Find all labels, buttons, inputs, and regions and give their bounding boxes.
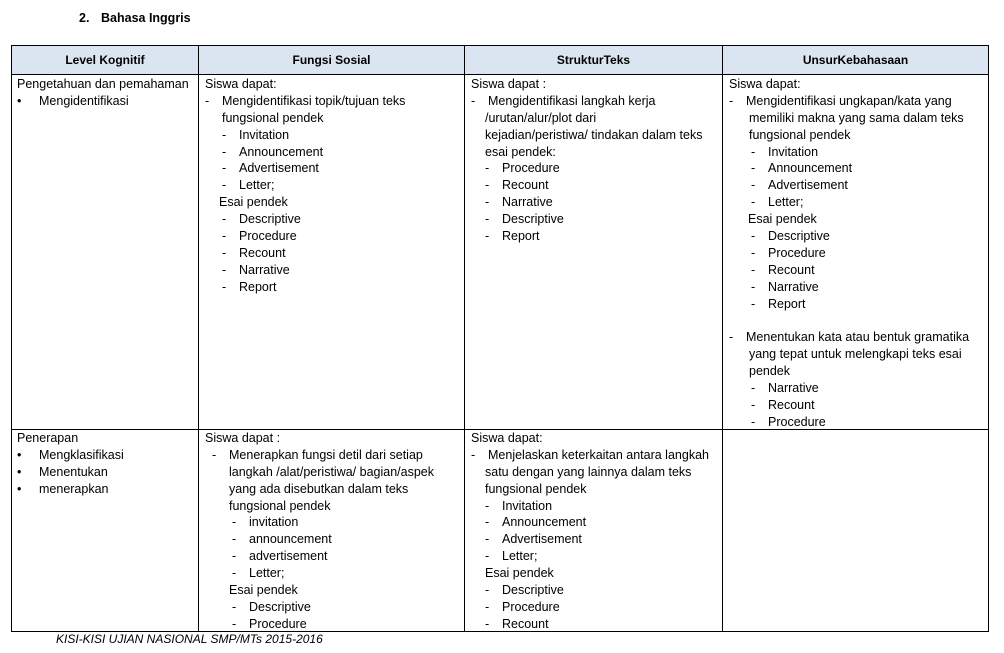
- sub-item: - Advertisement: [751, 178, 848, 193]
- sub-item: - Procedure: [751, 245, 826, 260]
- row1-fungsi-cell: [205, 76, 405, 296]
- sub-item: - Report: [222, 279, 277, 294]
- section-number: 2.: [79, 11, 90, 25]
- sub-item: - Narrative: [751, 279, 819, 294]
- intro-text: Siswa dapat:: [471, 431, 543, 445]
- list-item-continuation: satu dengan yang lainnya dalam teks: [485, 464, 692, 479]
- sub-item: - Letter;: [232, 566, 285, 581]
- esai-label: Esai pendek: [485, 566, 554, 581]
- list-item: • Menentukan: [17, 464, 108, 479]
- list-item-continuation: pendek: [749, 364, 791, 379]
- intro-text: Siswa dapat:: [205, 77, 277, 91]
- sub-item: - Advertisement: [485, 532, 582, 547]
- intro-text: Siswa dapat:: [729, 77, 801, 91]
- sub-item: - Descriptive: [485, 583, 564, 598]
- sub-item: - advertisement: [232, 549, 328, 564]
- page-footer: KISI-KISI UJIAN NASIONAL SMP/MTs 2015-2016: [56, 632, 323, 646]
- list-item: - Menerapkan fungsi detil dari setiap: [212, 447, 423, 462]
- sub-item: - Recount: [751, 397, 815, 412]
- sub-item: - Letter;: [485, 549, 538, 564]
- row1-unsur-cell: [729, 76, 969, 431]
- row1-struktur-cell: [471, 76, 702, 245]
- kisi-kisi-table: [11, 45, 989, 632]
- sub-item: - Descriptive: [485, 212, 564, 227]
- sub-item: - announcement: [232, 532, 332, 547]
- sub-item: - Recount: [751, 262, 815, 277]
- sub-item: - Narrative: [485, 195, 553, 210]
- row2-fungsi-cell: [205, 430, 434, 633]
- section-title: Bahasa Inggris: [101, 11, 191, 25]
- list-item-continuation: yang ada disebutkan dalam teks: [229, 481, 409, 496]
- sub-item: - Procedure: [751, 414, 826, 429]
- list-item-continuation: kejadian/peristiwa/ tindakan dalam teks: [485, 127, 703, 142]
- level-title: Pengetahuan dan pemahaman: [17, 77, 189, 91]
- header-struktur-teks: StrukturTeks: [556, 53, 631, 67]
- list-item: - Mengidentifikasi topik/tujuan teks: [205, 93, 406, 108]
- sub-item: - Invitation: [485, 498, 553, 513]
- list-item-continuation: fungsional pendek: [749, 127, 851, 142]
- sub-item: - Procedure: [232, 616, 307, 631]
- list-item-continuation: fungsional pendek: [222, 110, 324, 125]
- list-item: - Mengidentifikasi langkah kerja: [471, 93, 656, 108]
- sub-item: - Descriptive: [232, 599, 311, 614]
- header-fungsi-sosial: Fungsi Sosial: [292, 53, 371, 67]
- sub-item: - Invitation: [751, 144, 819, 159]
- sub-item: - Announcement: [485, 515, 587, 530]
- esai-label: Esai pendek: [229, 583, 298, 598]
- row2-level-cell: [17, 430, 124, 498]
- sub-item: - Procedure: [485, 161, 560, 176]
- sub-item: - Narrative: [222, 262, 290, 277]
- sub-item: - Descriptive: [751, 229, 830, 244]
- list-item-continuation: langkah /alat/peristiwa/ bagian/aspek: [229, 464, 434, 479]
- sub-item: - Recount: [485, 178, 549, 193]
- list-item-continuation: fungsional pendek: [485, 481, 587, 496]
- sub-item: - Letter;: [222, 178, 275, 193]
- list-item: • Mengidentifikasi: [17, 93, 129, 108]
- esai-label: Esai pendek: [219, 195, 288, 210]
- level-title: Penerapan: [17, 431, 79, 445]
- list-item-continuation: memiliki makna yang sama dalam teks: [749, 110, 964, 125]
- intro-text: Siswa dapat :: [205, 431, 281, 445]
- sub-item: - invitation: [232, 515, 299, 530]
- sub-item: - Descriptive: [222, 212, 301, 227]
- column-divider: [464, 46, 465, 631]
- row1-level-cell: [17, 76, 189, 110]
- sub-item: - Report: [485, 229, 540, 244]
- list-item-continuation: yang tepat untuk melengkapi teks esai: [749, 347, 962, 362]
- row2-struktur-cell: [471, 430, 709, 633]
- list-item: - Menentukan kata atau bentuk gramatika: [729, 330, 970, 345]
- section-heading: [79, 11, 191, 25]
- sub-item: - Announcement: [751, 161, 853, 176]
- header-divider: [12, 74, 988, 75]
- sub-item: - Recount: [222, 245, 286, 260]
- header-unsur-kebahasaan: UnsurKebahasaan: [802, 53, 909, 67]
- list-item-continuation: fungsional pendek: [229, 498, 331, 513]
- sub-item: - Procedure: [485, 599, 560, 614]
- esai-label: Esai pendek: [748, 212, 817, 227]
- sub-item: - Narrative: [751, 381, 819, 396]
- header-level-kognitif: Level Kognitif: [65, 53, 145, 67]
- sub-item: - Procedure: [222, 229, 297, 244]
- sub-item: - Letter;: [751, 195, 804, 210]
- column-divider: [198, 46, 199, 631]
- list-item: - Menjelaskan keterkaitan antara langkah: [471, 447, 709, 462]
- sub-item: - Advertisement: [222, 161, 319, 176]
- sub-item: - Announcement: [222, 144, 324, 159]
- list-item-continuation: esai pendek:: [485, 144, 556, 159]
- sub-item: - Invitation: [222, 127, 290, 142]
- sub-item: - Recount: [485, 616, 549, 631]
- column-divider: [722, 46, 723, 631]
- sub-item: - Report: [751, 296, 806, 311]
- intro-text: Siswa dapat :: [471, 77, 547, 91]
- list-item: • menerapkan: [17, 481, 109, 496]
- list-item-continuation: /urutan/alur/plot dari: [485, 110, 597, 125]
- list-item: - Mengidentifikasi ungkapan/kata yang: [729, 93, 952, 108]
- list-item: • Mengklasifikasi: [17, 447, 124, 462]
